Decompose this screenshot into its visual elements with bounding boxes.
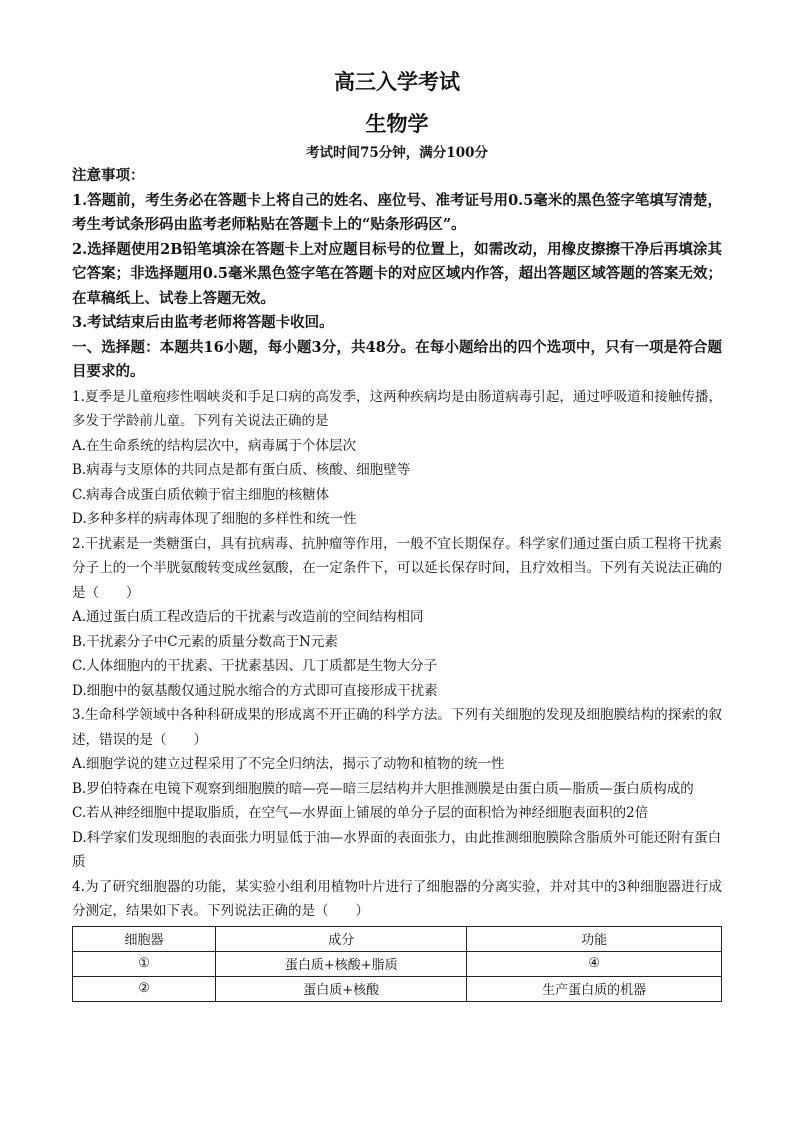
option-b: B.干扰素分子中C元素的质量分数高于N元素 [72,633,338,650]
option-c: C.病毒合成蛋白质依赖于宿主细胞的核糖体 [72,486,330,503]
option-d: D.多种多样的病毒体现了细胞的多样性和统一性 [72,511,357,527]
table-cell: 蛋白质+核酸 [216,976,467,1001]
table-row [73,951,722,976]
option-a: A.通过蛋白质工程改造后的干扰素与改造前的空间结构相同 [72,609,424,625]
note-item: 2.选择题使用2B铅笔填涂在答题卡上对应题目标号的位置上，如需改动，用橡皮擦擦干净后再填涂其它答案；非选择题用0.5毫米黑色签字笔在答题卡的对应区域内作答，超出答题区域答题的答案无效；在草稿纸上、试卷上答题无效。 [72,240,722,307]
question-3 [72,703,722,875]
table-cell: 蛋白质+核酸+脂质 [216,951,467,976]
option-d: D.科学家们发现细胞的表面张力明显低于油—水界面的表面张力，由此推测细胞膜除含脂质外可能还附有蛋白质 [72,829,722,870]
notes-section [72,164,722,336]
option-a: A.细胞学说的建立过程采用了不完全归纳法，揭示了动物和植物的统一性 [72,756,505,772]
question-stem: 3.生命科学领域中各种科研成果的形成离不开正确的科学方法。下列有关细胞的发现及细胞膜结构的探索的叙述，错误的是（ ） [72,707,722,748]
subject-title: 生物学 [365,111,429,136]
exam-page [72,66,722,1002]
table-header-row [73,926,722,951]
notes-heading: 注意事项： [72,167,145,184]
option-d: D.细胞中的氨基酸仅通过脱水缩合的方式即可直接形成干扰素 [72,682,438,699]
question-stem: 4.为了研究细胞器的功能，某实验小组利用植物叶片进行了细胞器的分离实验，并对其中的3种细胞器进行成分测定，结果如下表。下列说法正确的是（ ） [72,878,722,919]
option-c: C.若从神经细胞中提取脂质，在空气—水界面上铺展的单分子层的面积恰为神经细胞表面积的2倍 [72,805,649,821]
question-stem: 2.干扰素是一类糖蛋白，具有抗病毒、抗肿瘤等作用，一般不宜长期保存。科学家们通过蛋白质工程将干扰素分子上的一个半胱氨酸转变成丝氨酸，在一定条件下，可以延长保存时间，且疗效相当。下列有关说法正确的是（ ） [72,535,722,601]
table-cell: ① [73,951,216,976]
question-4 [72,875,722,1002]
note-item: 1.答题前，考生务必在答题卡上将自己的姓名、座位号、准考证号用0.5毫米的黑色签字笔填写清楚，考生考试条形码由监考老师粘贴在答题卡上的“贴条形码区”。 [72,191,722,233]
table-row [73,976,722,1001]
table-header-cell: 成分 [216,926,467,951]
table-cell: 生产蛋白质的机器 [467,976,722,1001]
table-cell: ④ [467,951,722,976]
table-cell: ② [73,976,216,1001]
table-header-cell: 功能 [467,926,722,951]
table-header-cell: 细胞器 [73,926,216,951]
option-a: A.在生命系统的结构层次中，病毒属于个体层次 [72,437,357,454]
section-heading: 一、选择题：本题共16小题，每小题3分，共48分。在每小题给出的四个选项中，只有一项是符合题目要求的。 [72,338,722,380]
exam-info: 考试时间75分钟，满分100分 [306,145,488,161]
question-2 [72,532,722,704]
exam-title: 高三入学考试 [334,69,460,94]
option-c: C.人体细胞内的干扰素、干扰素基因、几丁质都是生物大分子 [72,658,438,674]
question-stem: 1.夏季是儿童疱疹性咽峡炎和手足口病的高发季，这两种疾病均是由肠道病毒引起，通过呼吸道和接触传播，多发于学龄前儿童。下列有关说法正确的是 [72,388,722,429]
question-1 [72,385,722,532]
option-b: B.罗伯特森在电镜下观察到细胞膜的暗—亮—暗三层结构并大胆推测膜是由蛋白质—脂质—蛋白质构成的 [72,780,694,797]
organelle-table [72,926,722,1002]
option-b: B.病毒与支原体的共同点是都有蛋白质、核酸、细胞壁等 [72,462,411,478]
note-item: 3.考试结束后由监考老师将答题卡收回。 [72,314,334,331]
